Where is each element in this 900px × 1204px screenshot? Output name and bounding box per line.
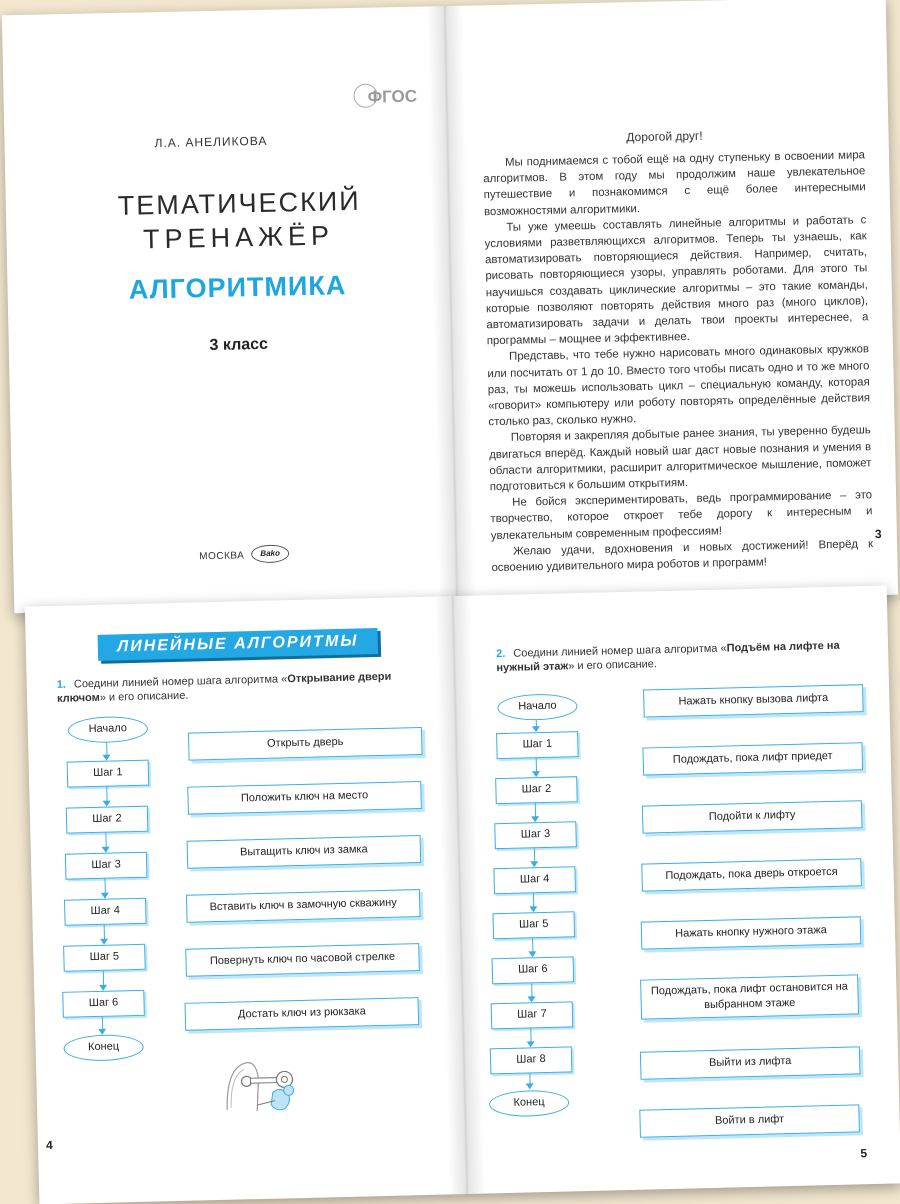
flow-arrow: [533, 893, 534, 910]
flow-step[interactable]: Шаг 7: [491, 1001, 574, 1029]
publisher-city: МОСКВА: [199, 550, 245, 563]
flow-arrow: [106, 743, 107, 759]
flow-step[interactable]: Шаг 2: [495, 776, 578, 804]
flow-step[interactable]: Шаг 5: [63, 944, 146, 972]
flow-step[interactable]: Шаг 5: [492, 911, 575, 939]
flow-step[interactable]: Шаг 1: [496, 731, 579, 759]
step-description[interactable]: Вставить ключ в замочную скважину: [186, 889, 421, 923]
flow-step[interactable]: Шаг 6: [492, 956, 575, 984]
key-in-lock-icon: [216, 1048, 308, 1120]
flow-start: Начало: [68, 716, 149, 744]
step-description[interactable]: Нажать кнопку нужного этажа: [641, 916, 862, 949]
flow-arrow: [534, 848, 535, 865]
publisher-logo: Bako: [251, 544, 289, 563]
flow-arrow: [535, 803, 536, 820]
step-description[interactable]: Вытащить ключ из замка: [187, 835, 422, 869]
task-text: Соедини линией номер шага алгоритма «: [73, 673, 288, 691]
grade-label: 3 класс: [209, 335, 269, 355]
flow-arrow: [530, 1028, 531, 1045]
step-description[interactable]: Подойти к лифту: [642, 800, 863, 833]
page-number: 5: [860, 1146, 868, 1161]
step-description[interactable]: Выйти из лифта: [640, 1046, 861, 1079]
author-name: Л.А. АНЕЛИКОВА: [154, 133, 268, 151]
letter-paragraph: Мы поднимаемся с тобой ещё на одну ступеньку в освоении мира алгоритмов. В этом году мы продолжим наше увлекательное путешествие и познакомимся с ещё более интересными возможностями алгоритмики.: [483, 149, 866, 218]
gutter: [435, 596, 486, 1195]
flow-end: Конец: [489, 1089, 570, 1117]
letter-greeting: Дорогой друг!: [626, 128, 703, 145]
letter-body: [483, 147, 874, 576]
task-1-instruction: [57, 669, 418, 706]
flow-step[interactable]: Шаг 4: [64, 898, 147, 926]
task-algorithm-name: Подъём на лифте на нужный этаж: [496, 639, 840, 675]
flow-arrow: [102, 1017, 103, 1033]
flow-arrow: [103, 971, 104, 989]
letter-paragraph: Представь, что тебе нужно нарисовать много одинаковых кружков или посчитать от 1 до 10. Вместо того чтобы писать одно и то же много раз, ты можешь использовать цикл – специальную команду, которая «говорит» компьютеру или роботу повторять определённые действия столько раз, сколько нужно.: [487, 343, 871, 429]
letter-paragraph: Желаю удачи, вдохновения и новых достижений! Вперёд к освоению удивительного мира роботов и программ!: [491, 538, 874, 575]
letter-paragraph: Повторяя и закрепляя добытые ранее знания, ты уверенно будешь двигаться вперёд. Каждый новый шаг даст новые познания и умения в области алгоритмики, расширит алгоритмическое мышление, поможет подготовиться к большим открытиям.: [489, 424, 872, 494]
flow-arrow: [536, 758, 537, 775]
step-description[interactable]: Открыть дверь: [188, 727, 423, 761]
task-text: Соедини линией номер шага алгоритма «: [513, 642, 727, 660]
letter-paragraph: Ты уже умеешь составлять линейные алгоритмы и работать с условиями разветвляющихся алгоритмов. Теперь ты узнаешь, как автоматизировать повторяющиеся действия. Например, считать, рисовать повторяющиеся узоры, управлять роботами. Для этого ты научишься создавать циклические алгоритмы – это такие команды, которые позволяют повторять действия много раз (много циклов), автоматизировать задачи и делать твои проекты интереснее, а программы – мощнее и эффективнее.: [484, 214, 869, 348]
step-description[interactable]: Войти в лифт: [639, 1104, 860, 1137]
step-description[interactable]: Положить ключ на место: [187, 781, 422, 815]
flow-start: Начало: [497, 693, 578, 721]
flow-arrow: [529, 1073, 530, 1087]
step-description[interactable]: Подождать, пока лифт остановится на выбранном этаже: [640, 974, 859, 1019]
flow-arrow: [532, 938, 533, 955]
step-description[interactable]: Подождать, пока дверь откроется: [641, 858, 862, 891]
gutter: [427, 6, 476, 605]
bottom-spread: [25, 586, 900, 1204]
top-spread: [2, 0, 898, 613]
task-number: 2.: [495, 647, 506, 661]
flow-arrow: [531, 983, 532, 1000]
letter-paragraph: Не бойся экспериментировать, ведь программирование – это творчество, которое откроет тебе дорогу к интересным и увлекательным современным профессиям!: [490, 489, 873, 542]
flow-step[interactable]: Шаг 3: [65, 852, 148, 880]
step-description[interactable]: Достать ключ из рюкзака: [185, 997, 420, 1031]
flow-step[interactable]: Шаг 6: [62, 990, 145, 1018]
task-text: » и его описание.: [99, 689, 189, 704]
flow-step[interactable]: Шаг 8: [490, 1046, 573, 1074]
task-number: 1.: [56, 678, 67, 691]
flow-step[interactable]: Шаг 1: [67, 760, 150, 788]
flow-arrow: [536, 720, 537, 730]
flow-arrow: [104, 925, 105, 943]
page-number: 4: [45, 1138, 53, 1153]
step-description[interactable]: Повернуть ключ по часовой стрелке: [185, 943, 420, 977]
step-description[interactable]: Подождать, пока лифт приедет: [642, 742, 863, 775]
title-line-2: ТРЕНАЖЁР: [142, 220, 335, 255]
flow-arrow: [105, 833, 106, 851]
book-title: АЛГОРИТМИКА: [128, 270, 347, 305]
flow-step[interactable]: Шаг 3: [494, 821, 577, 849]
section-title: ЛИНЕЙНЫЕ АЛГОРИТМЫ: [98, 628, 379, 661]
flow-step[interactable]: Шаг 4: [493, 866, 576, 894]
flow-step[interactable]: Шаг 2: [66, 806, 149, 834]
title-line-1: ТЕМАТИЧЕСКИЙ: [117, 185, 361, 221]
flow-end: Конец: [63, 1034, 144, 1062]
page-number: 3: [874, 527, 882, 542]
fgos-logo-icon: ФГОС: [353, 79, 400, 112]
flow-arrow: [106, 787, 107, 805]
task-algorithm-name: Открывание двери ключом: [56, 670, 392, 705]
task-2-instruction: [496, 638, 867, 675]
task-text: » и его описание.: [568, 658, 658, 673]
step-description[interactable]: Нажать кнопку вызова лифта: [643, 684, 864, 717]
flow-arrow: [104, 879, 105, 897]
